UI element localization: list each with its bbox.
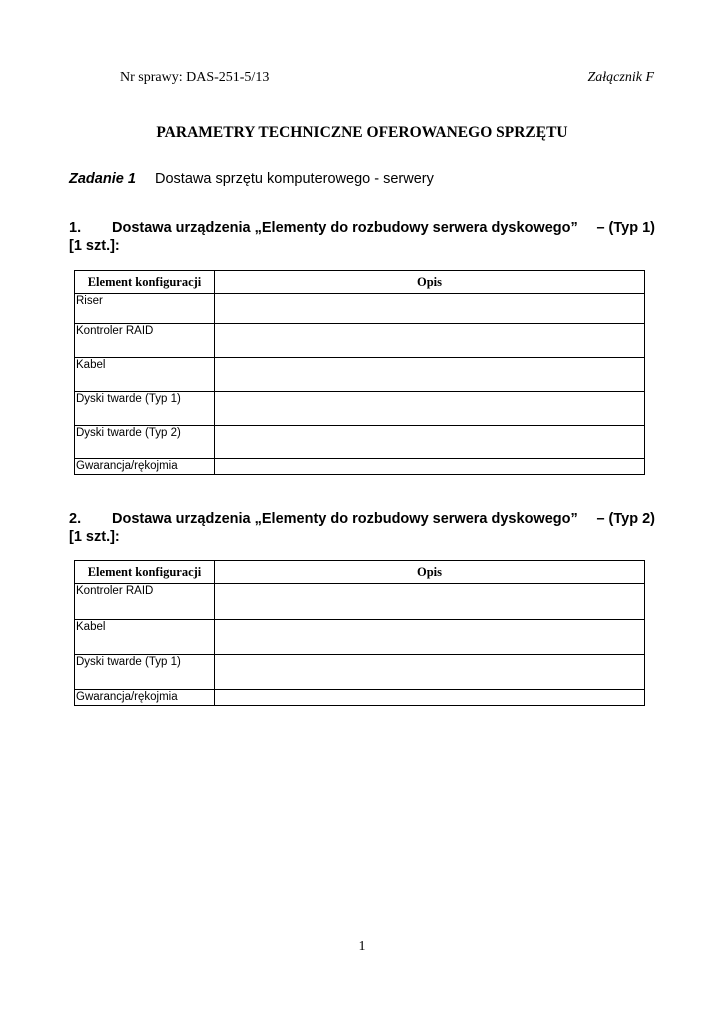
table-row [75,392,645,426]
case-number: Nr sprawy: DAS-251-5/13 [120,70,270,85]
column-header-element: Element konfiguracji [75,271,215,294]
task-label: Zadanie 1 [69,171,136,187]
section-1-quantity: [1 szt.]: [69,238,120,254]
section-1-number: 1. [69,220,82,236]
section-1-table [74,270,645,475]
description-cell [215,584,645,620]
table-row [75,584,645,620]
table-row [75,358,645,392]
row-label: Dyski twarde (Typ 2) [75,426,215,459]
page-number: 1 [358,939,366,954]
table-row [75,426,645,459]
section-1-title: Dostawa urządzenia „Elementy do rozbudowy serwera dyskowego” [112,220,578,236]
column-header-description: Opis [215,561,645,584]
description-cell [215,690,645,706]
row-label: Dyski twarde (Typ 1) [75,392,215,426]
description-cell [215,392,645,426]
row-label: Kabel [75,620,215,655]
section-2-type: – (Typ 2) [596,511,655,527]
section-1-heading [69,219,655,255]
table-header-row [75,271,645,294]
table-row [75,655,645,690]
row-label: Kontroler RAID [75,584,215,620]
description-cell [215,294,645,324]
task-line [69,171,434,187]
section-2-heading [69,510,655,546]
column-header-description: Opis [215,271,645,294]
row-label: Riser [75,294,215,324]
description-cell [215,426,645,459]
row-label: Dyski twarde (Typ 1) [75,655,215,690]
description-cell [215,324,645,358]
section-2-quantity: [1 szt.]: [69,529,120,545]
section-1-type: – (Typ 1) [596,220,655,236]
row-label: Kabel [75,358,215,392]
section-2-number: 2. [69,511,82,527]
task-description: Dostawa sprzętu komputerowego - serwery [155,171,434,187]
attachment-label: Załącznik F [587,70,654,85]
section-2-title: Dostawa urządzenia „Elementy do rozbudowy serwera dyskowego” [112,511,578,527]
section-2-table [74,560,645,706]
document-title: PARAMETRY TECHNICZNE OFEROWANEGO SPRZĘTU [156,124,568,141]
row-label: Gwarancja/rękojmia [75,459,215,475]
row-label: Kontroler RAID [75,324,215,358]
table-row [75,459,645,475]
table-row [75,294,645,324]
table-row [75,690,645,706]
table-row [75,324,645,358]
row-label: Gwarancja/rękojmia [75,690,215,706]
description-cell [215,459,645,475]
description-cell [215,655,645,690]
column-header-element: Element konfiguracji [75,561,215,584]
table-header-row [75,561,645,584]
description-cell [215,358,645,392]
description-cell [215,620,645,655]
table-row [75,620,645,655]
